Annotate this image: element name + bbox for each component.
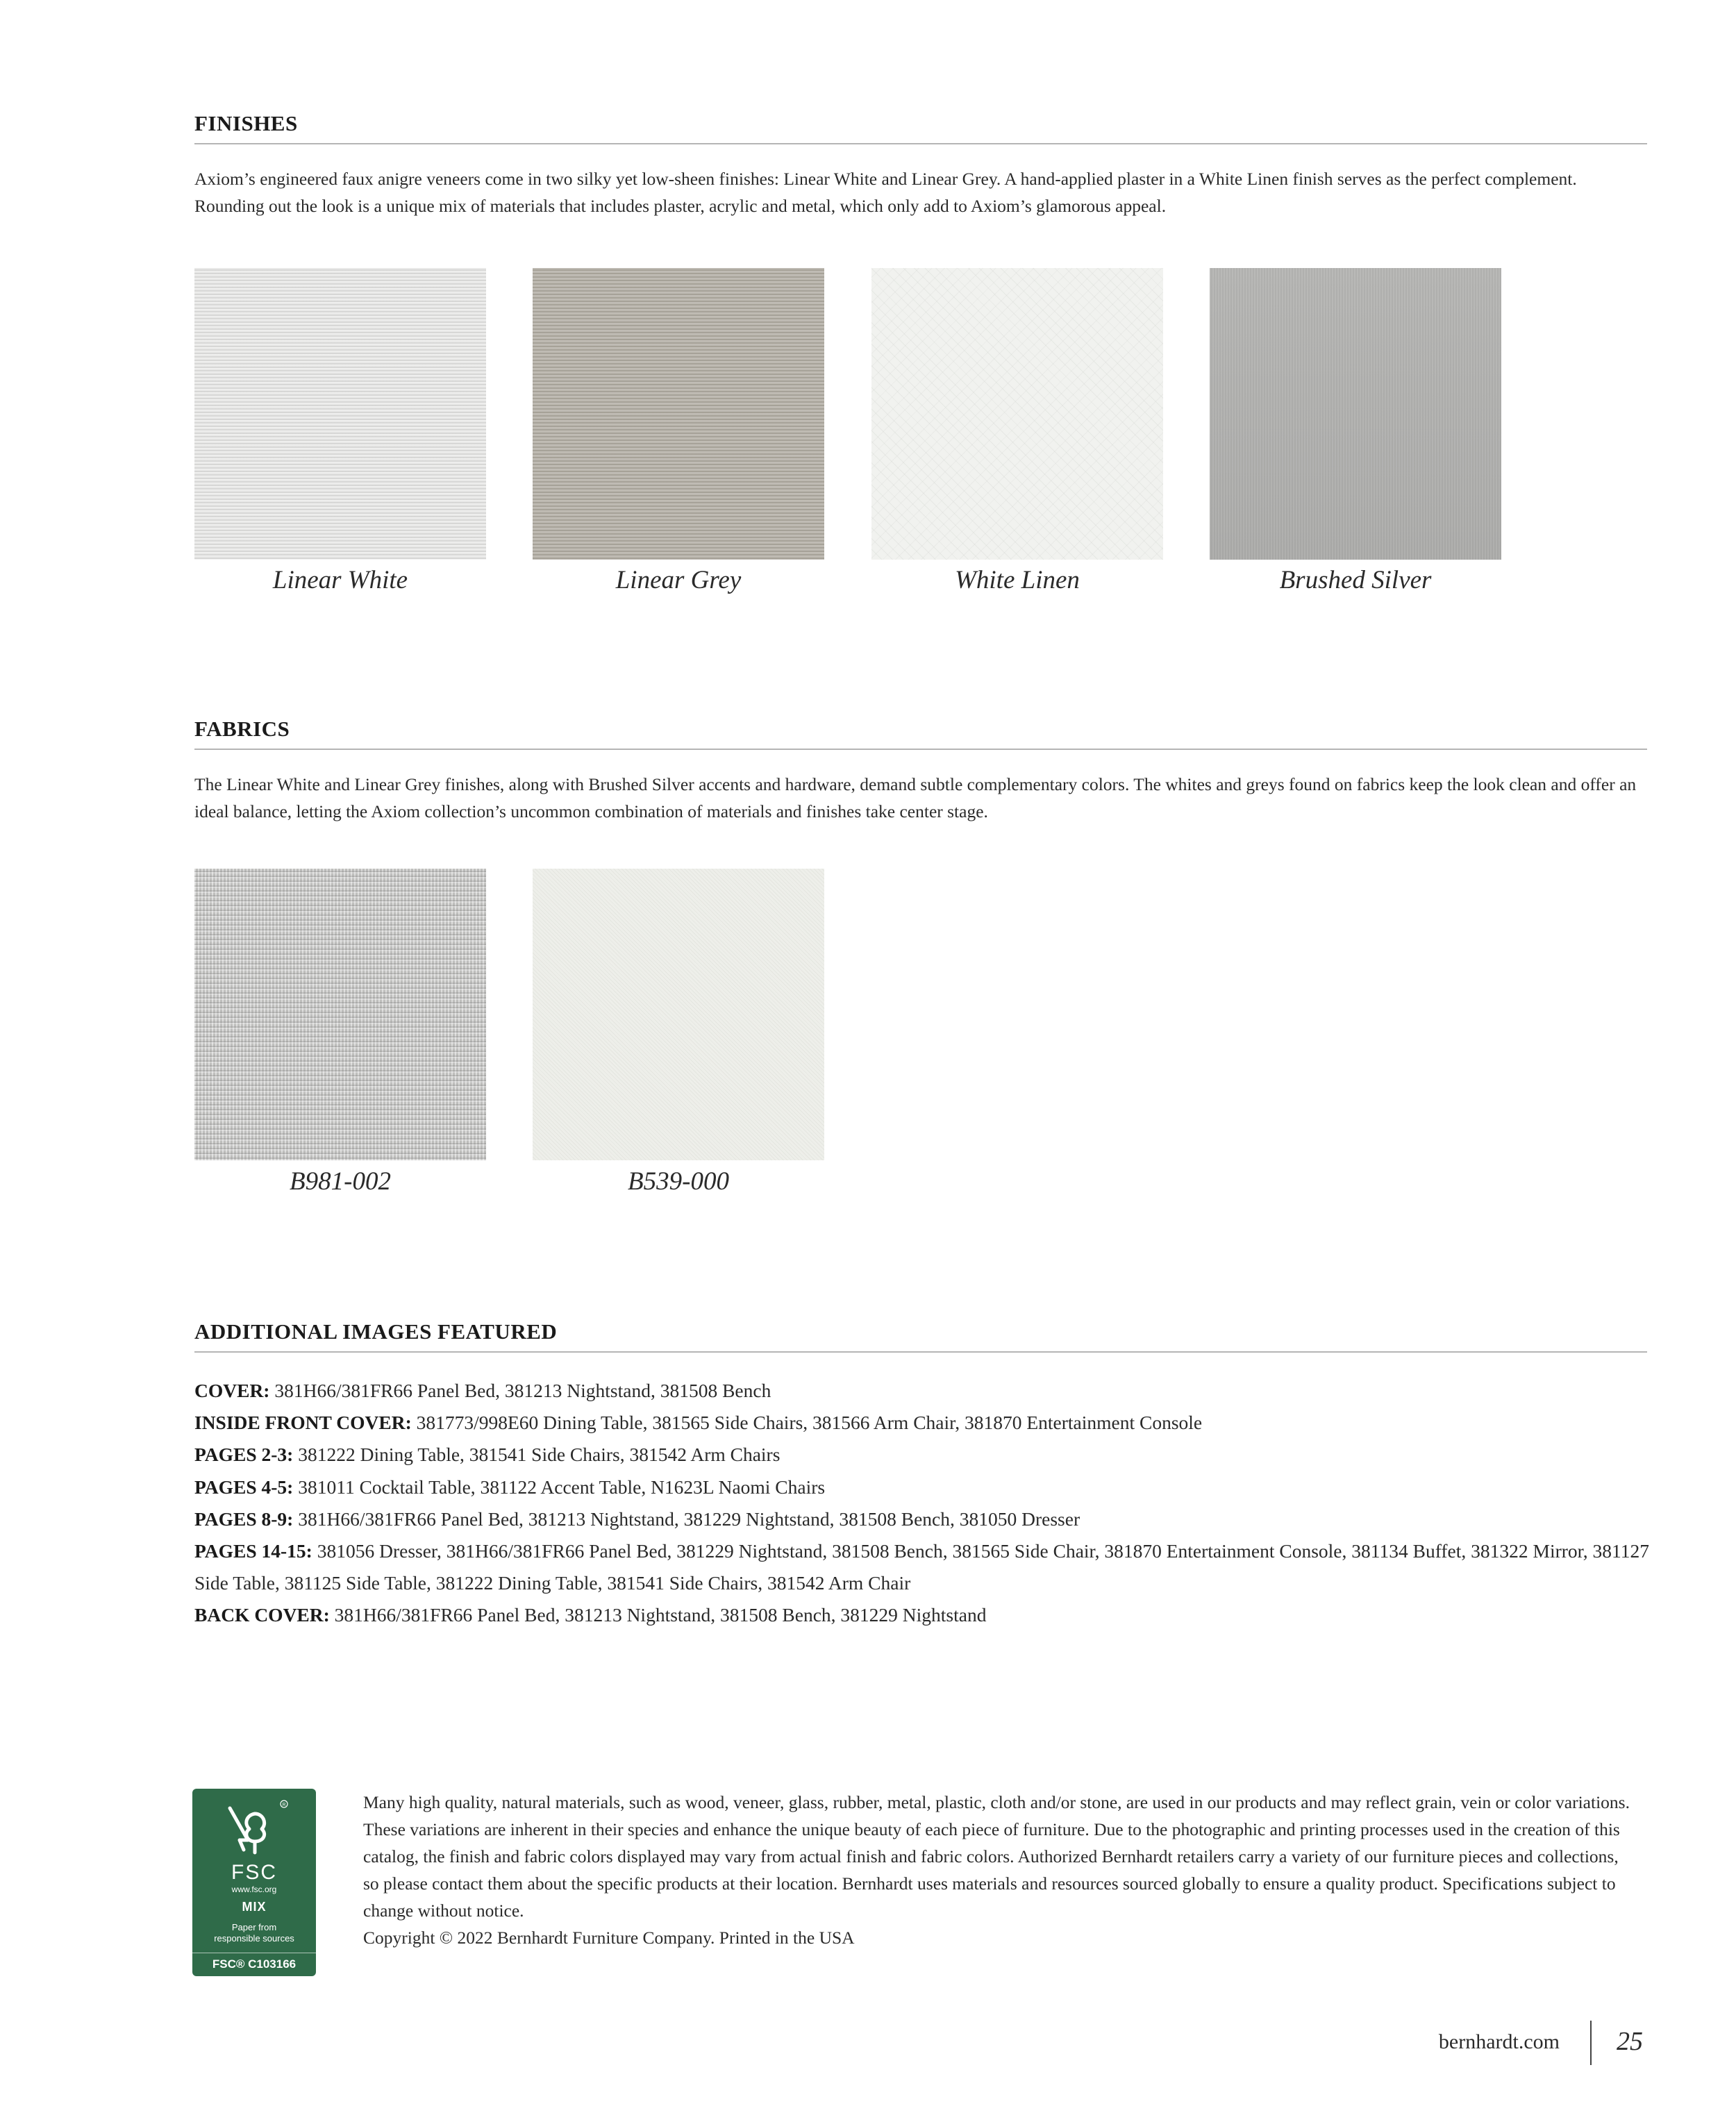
list-item-text: 381222 Dining Table, 381541 Side Chairs, 381542 Arm Chairs xyxy=(293,1444,781,1466)
svg-text:R: R xyxy=(282,1803,286,1807)
b981-002-swatch xyxy=(194,869,486,1160)
additional-images-list xyxy=(194,1375,1653,1632)
list-item-text: 381011 Cocktail Table, 381122 Accent Table, N1623L Naomi Chairs xyxy=(293,1476,826,1498)
list-item xyxy=(194,1375,1653,1407)
white-linen-swatch xyxy=(871,268,1163,560)
linear-white-swatch xyxy=(194,268,486,560)
fabrics-heading: FABRICS xyxy=(194,717,290,741)
copyright-text: Copyright © 2022 Bernhardt Furniture Company. Printed in the USA xyxy=(363,1928,855,1948)
disclaimer xyxy=(363,1789,1634,1951)
b539-000-caption: B539-000 xyxy=(628,1167,729,1196)
disclaimer-text: Many high quality, natural materials, such as wood, veneer, glass, rubber, metal, plastic, cloth and/or stone, are used in our products and may reflect grain, vein or color variations. These variations are inherent in their species and enhance the unique beauty of each piece of furniture. Due to the photographic and printing processes used in the creation of this catalog, the finish and fabric colors displayed may vary from actual finish and fabric colors. Authorized Bernhardt retailers carry a variety of our furniture pieces and collections, so please contact them about the specific products at their location. Bernhardt uses materials and resources sourced globally to ensure a quality product. Specifications subject to change without notice. xyxy=(363,1792,1630,1921)
list-item xyxy=(194,1471,1653,1503)
list-item-text: 381773/998E60 Dining Table, 381565 Side Chairs, 381566 Arm Chair, 381870 Entertainment Console xyxy=(411,1412,1203,1434)
list-item xyxy=(194,1439,1653,1471)
additional-images-heading: ADDITIONAL IMAGES FEATURED xyxy=(194,1319,558,1344)
website-url: bernhardt.com xyxy=(1438,2030,1560,2053)
list-item-text: 381H66/381FR66 Panel Bed, 381213 Nightstand, 381508 Bench xyxy=(269,1380,771,1401)
fsc-source-line2: responsible sources xyxy=(214,1933,294,1944)
linear-grey-caption: Linear Grey xyxy=(615,566,742,594)
list-item-label: PAGES 14-15: xyxy=(194,1540,312,1562)
list-item-text: 381056 Dresser, 381H66/381FR66 Panel Bed, 381229 Nightstand, 381508 Bench, 381565 Side Chair, 381870 Entertainment Console, 381134 Buffet, 381322 Mirror, 381127 Side Table, 381125 Side Table, 381222 Dining Table, 381541 Side Chairs, 381542 Arm Chair xyxy=(194,1540,1649,1594)
fsc-wordmark: FSC xyxy=(231,1861,277,1884)
list-item-label: PAGES 4-5: xyxy=(194,1476,294,1498)
white-linen-caption: White Linen xyxy=(955,566,1080,594)
list-item xyxy=(194,1503,1653,1535)
list-item-label: COVER: xyxy=(194,1380,270,1401)
list-item-text: 381H66/381FR66 Panel Bed, 381213 Nightstand, 381229 Nightstand, 381508 Bench, 381050 Dresser xyxy=(293,1507,1080,1530)
fabrics-description: The Linear White and Linear Grey finishes, along with Brushed Silver accents and hardware, demand subtle complementary colors. The whites and greys found on fabrics keep the look clean and offer an ideal balance, letting the Axiom collection’s uncommon combination of materials and finishes take center stage. xyxy=(194,774,1637,821)
page-number: 25 xyxy=(1617,2027,1643,2056)
list-item xyxy=(194,1535,1653,1599)
list-item-text: 381H66/381FR66 Panel Bed, 381213 Nightstand, 381508 Bench, 381229 Nightstand xyxy=(329,1604,987,1626)
list-item-label: PAGES 8-9: xyxy=(194,1507,294,1530)
footer-divider xyxy=(1590,2021,1592,2065)
brushed-silver-swatch xyxy=(1210,268,1501,560)
list-item xyxy=(194,1599,1653,1631)
linear-grey-swatch xyxy=(533,268,824,560)
fsc-license-code: FSC® C103166 xyxy=(192,1953,316,1971)
finishes-divider xyxy=(194,143,1647,144)
b539-000-swatch xyxy=(533,869,824,1160)
list-item-label: INSIDE FRONT COVER: xyxy=(194,1412,412,1434)
fabrics-divider xyxy=(194,749,1647,750)
fsc-source-line1: Paper from xyxy=(231,1922,277,1932)
finishes-description: Axiom’s engineered faux anigre veneers come in two silky yet low-sheen finishes: Linear White and Linear Grey. A hand-applied plaster in a White Linen finish serves as the perfect complement. Rounding out the look is a unique mix of materials that includes plaster, acrylic and metal, which only add to Axiom’s glamorous appeal. xyxy=(194,169,1577,216)
fsc-tree-icon xyxy=(216,1798,292,1861)
brushed-silver-caption: Brushed Silver xyxy=(1279,566,1432,594)
finishes-heading: FINISHES xyxy=(194,111,298,135)
additional-images-divider xyxy=(194,1351,1647,1353)
list-item xyxy=(194,1407,1653,1439)
list-item-label: PAGES 2-3: xyxy=(194,1444,294,1466)
linear-white-caption: Linear White xyxy=(272,566,408,594)
list-item-label: BACK COVER: xyxy=(194,1604,330,1626)
fsc-url: www.fsc.org xyxy=(231,1885,277,1894)
fsc-mix-label: MIX xyxy=(242,1900,267,1914)
fsc-logo xyxy=(192,1789,316,1976)
b981-002-caption: B981-002 xyxy=(290,1167,391,1196)
